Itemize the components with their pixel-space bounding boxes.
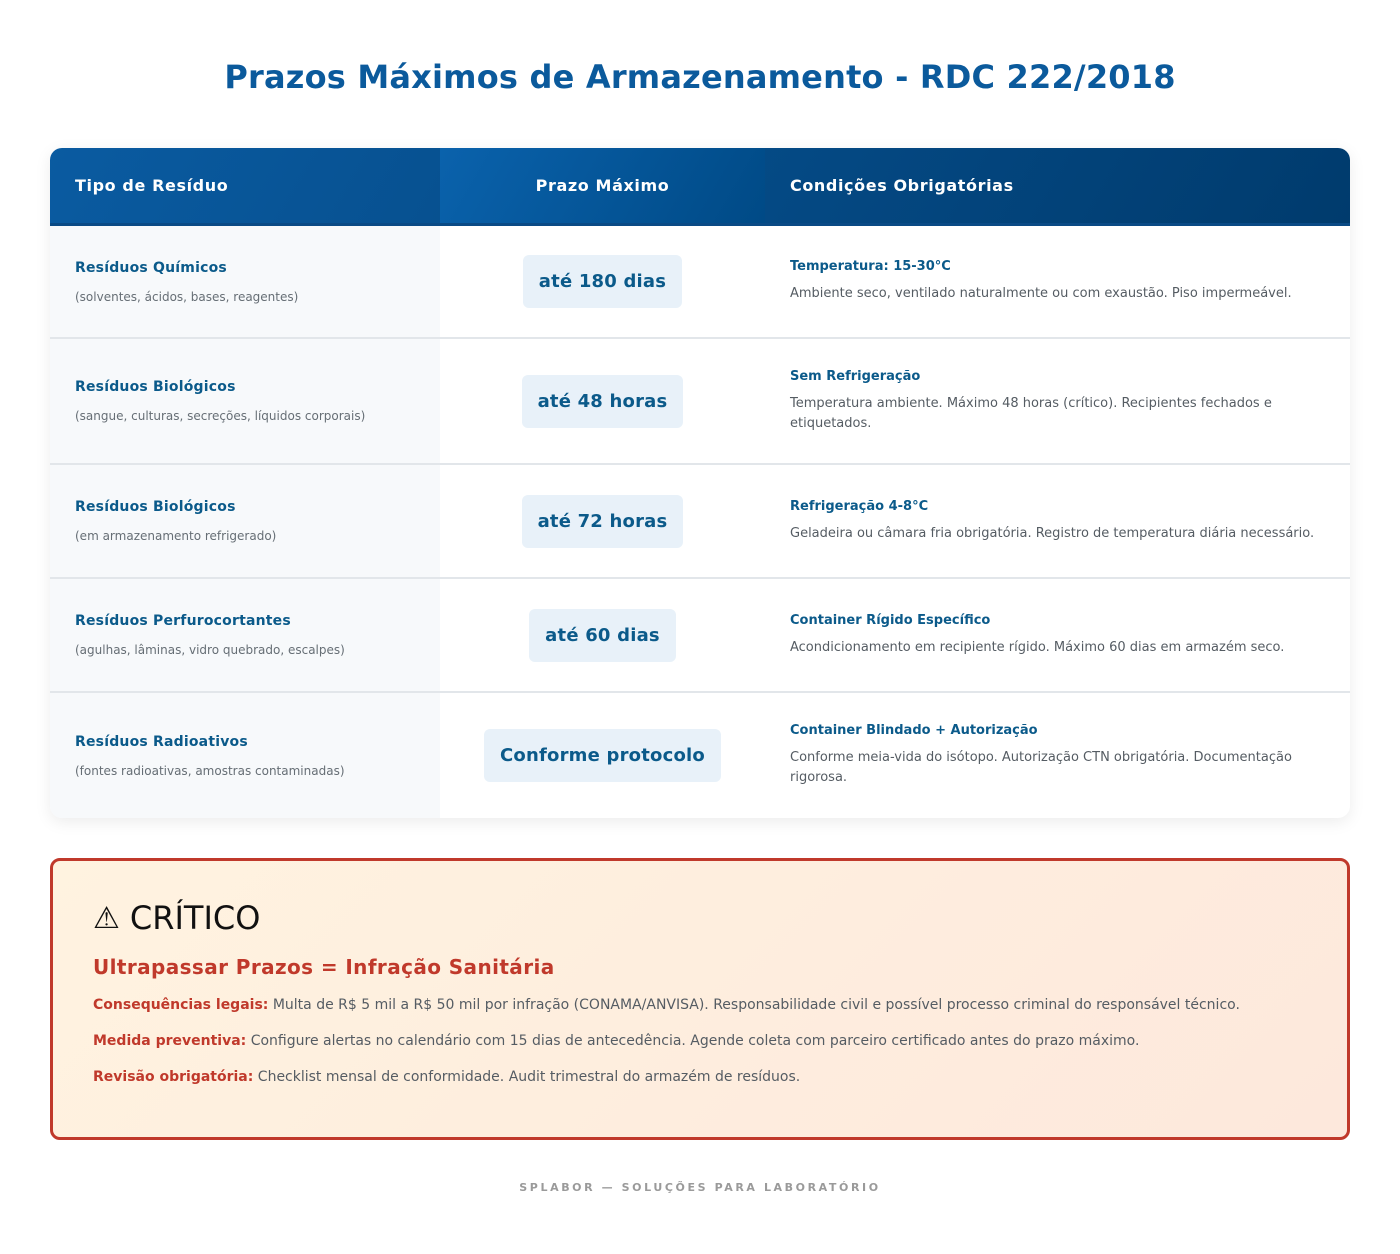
deadline-badge: até 60 dias	[529, 609, 676, 662]
waste-description: (fontes radioativas, amostras contaminadas)	[75, 763, 345, 778]
condition-text: Temperatura ambiente. Máximo 48 horas (crítico). Recipientes fechados e etiquetados.	[790, 395, 1272, 431]
condition-title: Refrigeração 4-8°C	[790, 498, 929, 514]
header-max-deadline: Prazo Máximo	[440, 148, 765, 223]
condition-title: Container Blindado + Autorização	[790, 723, 1038, 738]
deadline-cell	[440, 226, 765, 337]
waste-name: Resíduos Biológicos	[75, 499, 236, 515]
waste-name: Resíduos Perfurocortantes	[75, 613, 291, 629]
condition-title: Temperatura: 15-30°C	[790, 259, 951, 274]
page-title: Prazos Máximos de Armazenamento - RDC 222/2018	[224, 58, 1176, 96]
footer-brand: SPLABOR — SOLUÇÕES PARA LABORATÓRIO	[519, 1181, 881, 1194]
alert-heading-text: CRÍTICO	[129, 899, 261, 937]
waste-description: (em armazenamento refrigerado)	[75, 529, 277, 543]
table-row	[50, 226, 1350, 339]
conditions-cell	[765, 579, 1350, 691]
deadline-badge: até 48 horas	[522, 375, 684, 428]
deadline-badge: Conforme protocolo	[484, 729, 721, 782]
deadline-cell	[440, 465, 765, 577]
table-row	[50, 465, 1350, 579]
table-row	[50, 693, 1350, 818]
warning-icon: ⚠	[93, 900, 120, 936]
condition-text: Acondicionamento em recipiente rígido. Máximo 60 dias em armazém seco.	[790, 639, 1285, 655]
alert-line-review	[93, 1069, 1307, 1085]
waste-type-cell	[50, 226, 440, 337]
waste-name: Resíduos Biológicos	[75, 379, 236, 395]
waste-description: (sangue, culturas, secreções, líquidos corporais)	[75, 409, 366, 423]
conditions-cell	[765, 693, 1350, 818]
critical-alert-box	[50, 858, 1350, 1140]
waste-name: Resíduos Químicos	[75, 259, 227, 276]
alert-subtitle: Ultrapassar Prazos = Infração Sanitária	[93, 955, 555, 979]
waste-type-cell	[50, 465, 440, 577]
table-row	[50, 579, 1350, 693]
alert-line-label: Consequências legais:	[93, 997, 269, 1013]
conditions-cell	[765, 465, 1350, 577]
condition-text: Ambiente seco, ventilado naturalmente ou com exaustão. Piso impermeável.	[790, 286, 1292, 301]
alert-line-text: Checklist mensal de conformidade. Audit trimestral do armazém de resíduos.	[253, 1069, 801, 1085]
deadline-cell	[440, 693, 765, 818]
condition-title: Container Rígido Específico	[790, 612, 991, 628]
deadline-cell	[440, 339, 765, 463]
header-mandatory-conditions: Condições Obrigatórias	[790, 176, 1014, 195]
alert-line-text: Multa de R$ 5 mil a R$ 50 mil por infração (CONAMA/ANVISA). Responsabilidade civil e possível processo criminal do responsável técnico.	[268, 997, 1240, 1013]
conditions-cell	[765, 339, 1350, 463]
alert-heading	[93, 899, 1307, 937]
header-waste-type: Tipo de Resíduo	[75, 176, 229, 195]
conditions-cell	[765, 226, 1350, 337]
table-header	[50, 148, 1350, 226]
waste-name: Resíduos Radioativos	[75, 733, 248, 750]
condition-text: Conforme meia-vida do isótopo. Autorização CTN obrigatória. Documentação rigorosa.	[790, 750, 1292, 785]
condition-title: Sem Refrigeração	[790, 368, 921, 384]
deadline-cell	[440, 579, 765, 691]
alert-line-preventive	[93, 1033, 1307, 1049]
condition-text: Geladeira ou câmara fria obrigatória. Registro de temperatura diária necessário.	[790, 525, 1315, 541]
waste-description: (agulhas, lâminas, vidro quebrado, escalpes)	[75, 643, 345, 657]
alert-line-legal	[93, 997, 1307, 1013]
alert-line-text: Configure alertas no calendário com 15 dias de antecedência. Agende coleta com parceiro certificado antes do prazo máximo.	[246, 1033, 1140, 1049]
deadline-badge: até 72 horas	[522, 495, 684, 548]
deadline-badge: até 180 dias	[523, 255, 682, 308]
alert-line-label: Medida preventiva:	[93, 1033, 247, 1049]
storage-deadlines-table	[50, 148, 1350, 818]
waste-type-cell	[50, 693, 440, 818]
waste-type-cell	[50, 339, 440, 463]
waste-type-cell	[50, 579, 440, 691]
waste-description: (solventes, ácidos, bases, reagentes)	[75, 289, 299, 304]
alert-line-label: Revisão obrigatória:	[93, 1069, 254, 1085]
table-row	[50, 339, 1350, 465]
